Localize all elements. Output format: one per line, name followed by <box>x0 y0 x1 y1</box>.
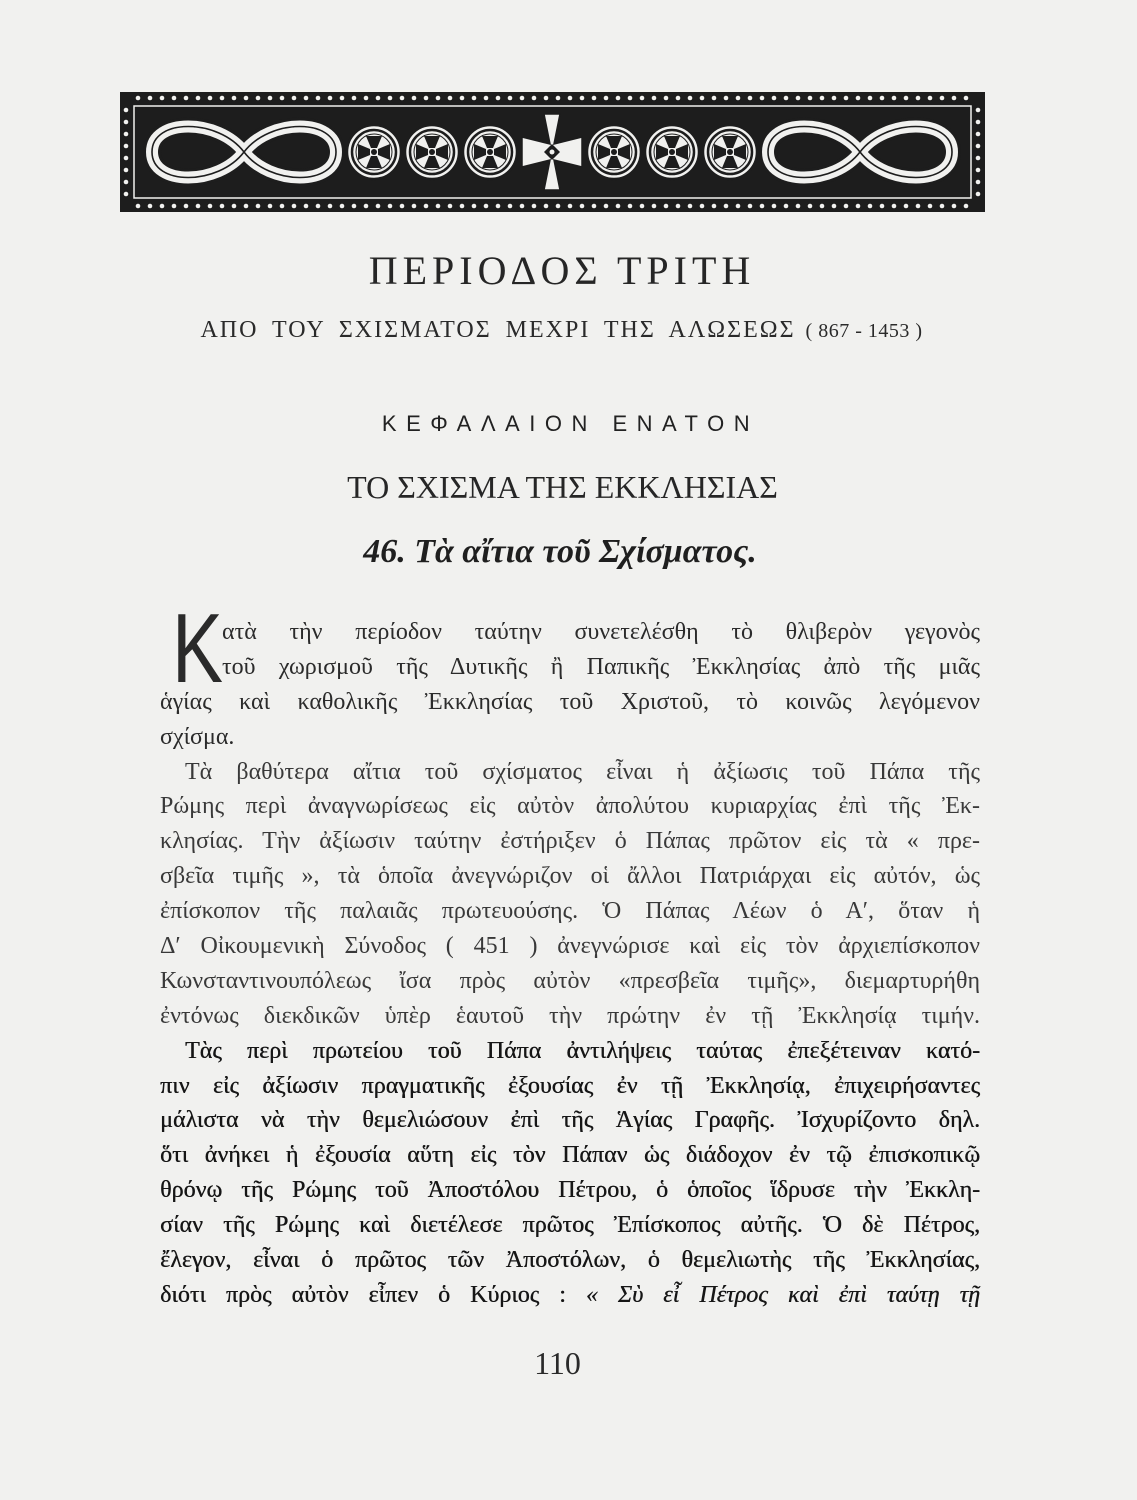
text-line: Ρώμης περὶ ἀναγνωρίσεως εἰς αὐτὸν ἀπολύτου κυριαρχίας ἐπὶ τῆς Ἐκ- <box>160 793 980 820</box>
text-line: σίαν τῆς Ρώμης καὶ διετέλεσε πρῶτος Ἐπίσκοπος αὐτῆς. Ὁ δὲ Πέτρος, <box>160 1212 980 1239</box>
dotted-border-right <box>972 104 984 200</box>
dotted-border-top <box>132 92 973 104</box>
dotted-border-bottom <box>132 200 973 212</box>
rosette-medallion-icon <box>405 125 459 179</box>
text-line: σβεῖα τιμῆς », τὰ ὁποῖα ἀνεγνώριζον οἱ ἄλλοι Πατριάρχαι εἰς αὐτόν, ὡς <box>160 863 980 890</box>
text-line: μάλιστα νὰ τὴν θεμελιώσουν ἐπὶ τῆς Ἁγίας Γραφῆς. Ἰσχυρίζοντο δηλ. <box>160 1107 980 1134</box>
rosette-medallion-icon <box>703 125 757 179</box>
text-line: πιν εἰς ἀξίωσιν πραγματικῆς ἐξουσίας ἐν τῇ Ἐκκλησίᾳ, ἐπιχειρήσαντες <box>160 1072 980 1099</box>
text-line: ἐπίσκοπον τῆς παλαιᾶς πρωτευούσης. Ὁ Πάπας Λέων ὁ Α′, ὅταν ἡ <box>160 898 980 925</box>
paragraph-1 <box>160 615 980 755</box>
text-line: κλησίας. Τὴν ἀξίωσιν ταύτην ἐστήριξεν ὁ Πάπας πρῶτον εἰς τὰ « πρε- <box>160 828 980 855</box>
text-line: Τὰς περὶ πρωτείου τοῦ Πάπα ἀντιλήψεις ταύτας ἐπεξέτειναν κατό- <box>185 1037 980 1064</box>
text-line: Κωνσταντινουπόλεως ἴσα πρὸς αὐτὸν «πρεσβεῖα τιμῆς», διεμαρτυρήθη <box>160 967 980 994</box>
chapter-label: ΚΕΦΑΛΑΙΟΝ ΕΝΑΤΟΝ <box>381 411 760 436</box>
text-line: ἐντόνως διεκδικῶν ὑπὲρ ἑαυτοῦ τὴν πρώτην ἐν τῇ Ἐκκλησίᾳ τιμήν. <box>160 1002 980 1029</box>
text-line-with-quote <box>160 1278 980 1313</box>
part-subtitle-text: ΑΠΟ ΤΟΥ ΣΧΙΣΜΑΤΟΣ ΜΕΧΡΙ ΤΗΣ ΑΛΩΣΕΩΣ <box>200 317 796 343</box>
page-number: 110 <box>534 1345 581 1381</box>
ornamental-header-band <box>120 92 985 212</box>
rosette-medallion-icon <box>347 125 401 179</box>
part-subtitle <box>0 318 1123 343</box>
text-line: θρόνῳ τῆς Ρώμης τοῦ Ἀποστόλου Πέτρου, ὁ ὁποῖος ἵδρυσε τὴν Ἐκκλη- <box>160 1177 980 1204</box>
dotted-border-left <box>120 104 132 200</box>
rosette-medallion-icon <box>645 125 699 179</box>
line-text: διότι πρὸς αὐτὸν εἶπεν ὁ Κύριος : <box>160 1281 566 1308</box>
text-line: ἁγίας καὶ καθολικῆς Ἐκκλησίας τοῦ Χριστοῦ, τὸ κοινῶς λεγόμενον <box>160 688 980 715</box>
text-line: Τὰ βαθύτερα αἴτια τοῦ σχίσματος εἶναι ἡ ἀξίωσις τοῦ Πάπα τῆς <box>185 758 980 785</box>
section-title: 46. Τὰ αἴτια τοῦ Σχίσματος. <box>363 533 757 570</box>
text-line: τοῦ χωρισμοῦ τῆς Δυτικῆς ἢ Παπικῆς Ἐκκλησίας ἀπὸ τῆς μιᾶς <box>222 653 980 680</box>
text-line: σχίσμα. <box>160 723 235 750</box>
text-line: ατὰ τὴν περίοδον ταύτην συνετελέσθη τὸ θλιβερὸν γεγονὸς <box>222 619 980 645</box>
text-line: Δ′ Οἰκουμενικὴ Σύνοδος ( 451 ) ἀνεγνώρισε καὶ εἰς τὸν ἀρχιεπίσκοπον <box>160 933 980 960</box>
part-title: ΠΕΡΙΟΔΟΣ ΤΡΙΤΗ <box>368 248 756 293</box>
text-line: ὅτι ἀνήκει ἡ ἐξουσία αὕτη εἰς τὸν Πάπαν ὡς διάδοχον ἐν τῷ ἐπισκοπικῷ <box>160 1142 980 1169</box>
drop-cap: Κ <box>172 593 223 703</box>
rosette-medallion-icon <box>587 125 641 179</box>
paragraph-3 <box>160 1034 980 1313</box>
scripture-quote: « Σὺ εἶ Πέτρος καὶ ἐπὶ ταύτῃ τῇ <box>585 1281 980 1308</box>
text-line: ἔλεγον, εἶναι ὁ πρῶτος τῶν Ἀποστόλων, ὁ θεμελιωτὴς τῆς Ἐκκλησίας, <box>160 1247 980 1274</box>
body-text <box>160 615 980 1313</box>
part-date-range: ( 867 - 1453 ) <box>805 320 923 342</box>
rosette-medallion-icon <box>463 125 517 179</box>
paragraph-2 <box>160 755 980 1034</box>
chapter-title: ΤΟ ΣΧΙΣΜΑ ΤΗΣ ΕΚΚΛΗΣΙΑΣ <box>347 469 778 505</box>
